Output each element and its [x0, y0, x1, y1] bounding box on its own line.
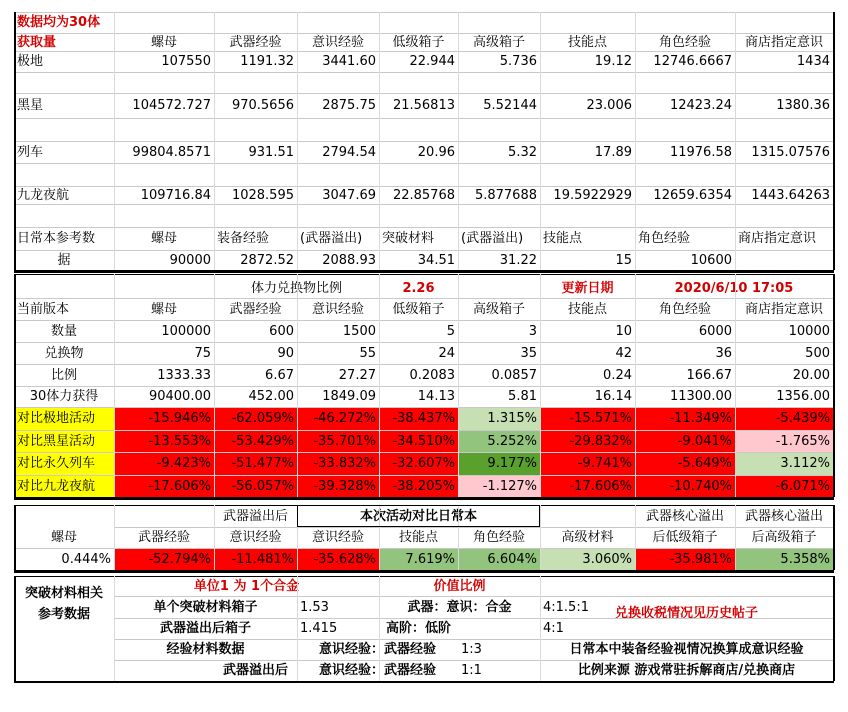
- percent-cell: -39.328%: [313, 478, 376, 494]
- column-header: 螺母: [50, 530, 77, 545]
- data-cell: 109716.84: [140, 187, 211, 203]
- gridline: [14, 72, 834, 73]
- gridline: [214, 505, 215, 570]
- gridline: [14, 430, 834, 431]
- percent-cell: -35.981%: [669, 551, 732, 567]
- percent-cell: 5.358%: [780, 551, 830, 567]
- gridline: [297, 274, 298, 497]
- gridline: [14, 505, 16, 570]
- gridline: [14, 452, 834, 453]
- gridline: [14, 342, 834, 343]
- data-cell: 5.32: [508, 144, 537, 160]
- data-cell: 5.877688: [474, 187, 537, 203]
- label: 经验材料数据: [166, 642, 245, 657]
- gridline: [14, 12, 834, 13]
- row-label: 列车: [17, 144, 44, 160]
- update-label: 更新日期: [561, 280, 614, 296]
- column-header: 技能点: [543, 231, 583, 246]
- column-header: (武器溢出): [461, 231, 524, 246]
- column-header: 后低级箱子: [652, 530, 718, 545]
- data-cell: 1356.00: [776, 389, 830, 404]
- data-cell: 17.89: [594, 144, 632, 160]
- section-title: 获取量: [17, 34, 57, 50]
- overflow-label: 武器溢出后: [222, 508, 288, 524]
- percent-cell: -9.741%: [577, 456, 632, 471]
- column-header: 高级材料: [561, 530, 614, 545]
- gridline: [14, 186, 834, 187]
- data-cell: 21.56813: [392, 98, 455, 113]
- gridline: [635, 505, 636, 570]
- column-header: 意识经验: [311, 301, 364, 317]
- data-cell: 10: [615, 323, 632, 339]
- data-cell: 90000: [169, 252, 211, 268]
- percent-cell: 3.060%: [582, 551, 632, 567]
- data-cell: 5.52144: [483, 98, 537, 113]
- gridline: [114, 660, 834, 661]
- column-header: 商店指定意识: [744, 34, 823, 50]
- gridline: [833, 505, 835, 570]
- overflow-label: 武器核心溢出: [744, 508, 823, 524]
- column-header: 意识经验: [229, 530, 282, 545]
- percent-cell: 6.604%: [487, 551, 537, 567]
- gridline: [14, 298, 834, 299]
- percent-cell: -52.794%: [148, 551, 211, 567]
- data-cell: 3047.69: [322, 187, 376, 203]
- value: 4:1: [543, 621, 564, 636]
- gridline: [14, 364, 834, 365]
- data-cell: 970.5656: [231, 98, 294, 113]
- gridline: [14, 386, 834, 387]
- percent-cell: -53.429%: [231, 433, 294, 449]
- row-label: 对比九龙夜航: [17, 478, 96, 494]
- column-header: (武器溢出): [300, 231, 363, 246]
- data-cell: 5.81: [508, 389, 537, 404]
- data-cell: 0.0857: [491, 367, 537, 383]
- gridline: [14, 250, 834, 251]
- gridline: [114, 527, 834, 528]
- column-header: 当前版本: [17, 301, 70, 317]
- row-label: 对比黑星活动: [17, 433, 96, 449]
- column-header: 角色经验: [638, 231, 691, 246]
- gridline: [14, 576, 16, 681]
- percent-cell: -35.701%: [313, 433, 376, 449]
- data-cell: 5.736: [499, 54, 537, 69]
- gridline: [14, 570, 834, 573]
- percent-cell: -17.606%: [569, 478, 632, 494]
- column-header: 武器经验: [229, 301, 282, 317]
- gridline: [214, 12, 215, 270]
- unit-note: 单位1 为 1个合金: [193, 578, 300, 594]
- percent-cell: -35.628%: [313, 551, 376, 567]
- column-header: 螺母: [150, 34, 177, 50]
- data-cell: [735, 250, 833, 270]
- gridline: [458, 12, 459, 270]
- compare-title-box: [297, 505, 540, 527]
- column-header: 高级箱子: [472, 301, 525, 317]
- data-cell: 452.00: [248, 389, 294, 404]
- data-cell: 55: [359, 345, 376, 361]
- gridline: [833, 576, 835, 681]
- value: 4:1.5:1: [543, 599, 589, 615]
- gridline: [735, 274, 736, 497]
- data-cell: 104572.727: [132, 98, 211, 113]
- gridline: [14, 274, 834, 275]
- data-cell: 2794.54: [322, 144, 376, 160]
- data-cell: 12423.24: [669, 98, 732, 113]
- data-cell: 1443.64263: [751, 187, 830, 203]
- data-cell: 6.67: [265, 367, 294, 383]
- section-title: 突破材料相关: [24, 586, 103, 601]
- data-cell: 1500: [342, 323, 376, 339]
- column-header: 角色经验: [658, 301, 711, 317]
- percent-cell: -51.477%: [231, 456, 294, 471]
- gridline: [14, 497, 834, 500]
- percent-cell: -38.437%: [392, 411, 455, 426]
- row-label: 极地: [17, 54, 44, 69]
- row-label: 兑换物: [44, 345, 84, 361]
- gridline: [114, 12, 115, 270]
- data-cell: 0.2083: [409, 367, 455, 383]
- column-header: 角色经验: [472, 530, 525, 545]
- percent-cell: -17.606%: [148, 478, 211, 494]
- compare-title: 本次活动对比日常本: [359, 508, 477, 524]
- data-cell: 10000: [788, 323, 830, 339]
- column-header: 意识经验: [311, 530, 364, 545]
- label: 高阶：低阶: [385, 621, 451, 636]
- data-cell: 22.85768: [392, 187, 455, 203]
- data-cell: 1849.09: [322, 389, 376, 404]
- gridline: [114, 639, 834, 640]
- data-cell: 12746.6667: [653, 54, 732, 69]
- gridline: [14, 118, 834, 119]
- row-label: 数量: [50, 323, 77, 339]
- row-label: 黑星: [17, 98, 44, 113]
- percent-cell: -15.571%: [569, 411, 632, 426]
- gridline: [14, 141, 834, 142]
- data-cell: 34.51: [417, 252, 455, 268]
- data-cell: 27.27: [338, 367, 376, 383]
- row-label: 日常本参考数: [17, 231, 96, 246]
- percent-cell: -11.481%: [231, 551, 294, 567]
- gridline: [635, 274, 636, 497]
- percent-cell: -56.057%: [231, 478, 294, 494]
- label: 意识经验：武器经验: [318, 663, 436, 678]
- label: 意识经验：武器经验: [318, 642, 436, 657]
- data-cell: 10600: [690, 252, 732, 268]
- data-cell: 15: [615, 252, 632, 268]
- gridline: [14, 227, 834, 228]
- gridline: [114, 576, 115, 681]
- label: 武器溢出后箱子: [159, 621, 251, 636]
- history-note: 兑换收税情况见历史帖子: [614, 605, 758, 621]
- data-cell: 107550: [161, 54, 211, 69]
- value: 1:1: [461, 663, 482, 678]
- percent-cell: 5.252%: [487, 433, 537, 449]
- value: 1.415: [300, 621, 338, 636]
- gridline: [14, 576, 834, 577]
- row-label: 九龙夜航: [17, 187, 70, 203]
- gridline: [14, 51, 834, 52]
- column-header: 技能点: [398, 530, 438, 545]
- percent-cell: -6.071%: [775, 478, 830, 494]
- value-ratio-title: 价值比例: [433, 578, 486, 594]
- row-label: 对比极地活动: [17, 411, 96, 426]
- gridline: [14, 681, 834, 683]
- label: 武器溢出后: [222, 663, 288, 678]
- data-cell: 16.14: [594, 389, 632, 404]
- gridline: [114, 274, 115, 497]
- data-cell: 12659.6354: [653, 187, 732, 203]
- data-cell: 36: [715, 345, 732, 361]
- gridline: [833, 12, 835, 270]
- data-cell: 100000: [161, 323, 211, 339]
- data-cell: 20.96: [417, 144, 455, 160]
- data-cell: 1191.32: [240, 54, 294, 69]
- percent-cell: -1.765%: [775, 433, 830, 449]
- gridline: [114, 618, 834, 619]
- data-cell: 600: [269, 323, 294, 339]
- data-cell: 23.006: [586, 98, 632, 113]
- gridline: [14, 270, 834, 273]
- data-cell: 90400.00: [148, 389, 211, 404]
- percent-cell: 7.619%: [405, 551, 455, 567]
- data-cell: 11976.58: [669, 144, 732, 160]
- percent-cell: -5.439%: [775, 411, 830, 426]
- section-title: 数据均为30体: [17, 15, 101, 30]
- gridline: [379, 576, 380, 681]
- percent-cell: -34.510%: [392, 433, 455, 449]
- data-cell: 1028.595: [231, 187, 294, 203]
- percent-cell: -9.423%: [156, 456, 211, 471]
- data-cell: 6000: [698, 323, 732, 339]
- gridline: [114, 596, 834, 597]
- row-label: 对比永久列车: [17, 456, 96, 471]
- row-label: 据: [57, 252, 71, 268]
- data-cell: 1315.07576: [751, 144, 830, 160]
- overflow-label: 武器核心溢出: [645, 508, 724, 524]
- data-cell: 42: [615, 345, 632, 361]
- data-cell: 1380.36: [776, 98, 830, 113]
- gridline: [114, 505, 115, 570]
- data-cell: 22.944: [409, 54, 455, 69]
- gridline: [635, 12, 636, 270]
- column-header: 技能点: [567, 34, 607, 50]
- percent-cell: 1.315%: [487, 411, 537, 426]
- data-cell: 931.51: [248, 144, 294, 160]
- label: 单个突破材料箱子: [153, 599, 258, 615]
- label: 武器：意识：合金: [407, 599, 512, 615]
- data-cell: 11300.00: [669, 389, 732, 404]
- gridline: [14, 407, 834, 408]
- percent-cell: -10.740%: [669, 478, 732, 494]
- exchange-title: 体力兑换物比例: [250, 280, 342, 296]
- percent-cell: -9.041%: [677, 433, 732, 449]
- percent-cell: 0.444%: [61, 551, 111, 567]
- gridline: [540, 274, 541, 497]
- gridline: [14, 33, 834, 34]
- percent-cell: -46.272%: [313, 411, 376, 426]
- column-header: 角色经验: [658, 34, 711, 50]
- gridline: [540, 505, 541, 570]
- percent-cell: -13.553%: [148, 433, 211, 449]
- column-header: 意识经验: [311, 34, 364, 50]
- data-cell: 1333.33: [157, 367, 211, 383]
- update-date: 2020/6/10 17:05: [674, 280, 794, 296]
- data-cell: 5: [446, 323, 455, 339]
- data-cell: 35: [520, 345, 537, 361]
- data-cell: 20.00: [792, 367, 830, 383]
- data-cell: 90: [277, 345, 294, 361]
- gridline: [379, 274, 380, 497]
- data-cell: 500: [805, 345, 830, 361]
- gridline: [540, 576, 541, 681]
- gridline: [214, 274, 215, 497]
- gridline: [833, 274, 835, 497]
- column-header: 武器经验: [137, 530, 190, 545]
- data-cell: 14.13: [417, 389, 455, 404]
- data-cell: 75: [194, 345, 211, 361]
- column-header: 商店指定意识: [744, 301, 823, 317]
- percent-cell: -11.349%: [669, 411, 732, 426]
- data-cell: 31.22: [499, 252, 537, 268]
- data-cell: 1434: [796, 54, 830, 69]
- percent-cell: -29.832%: [569, 433, 632, 449]
- percent-cell: -33.832%: [313, 456, 376, 471]
- gridline: [735, 12, 736, 270]
- percent-cell: -32.607%: [392, 456, 455, 471]
- data-cell: 166.67: [686, 367, 732, 383]
- gridline: [297, 576, 298, 681]
- column-header: 武器经验: [229, 34, 282, 50]
- column-header: 螺母: [150, 231, 177, 246]
- value: 1:3: [461, 642, 482, 657]
- section-title: 参考数据: [37, 607, 90, 622]
- gridline: [14, 548, 834, 549]
- gridline: [14, 204, 834, 205]
- data-cell: 2088.93: [322, 252, 376, 268]
- gridline: [14, 320, 834, 321]
- value: 1.53: [300, 599, 329, 615]
- column-header: 螺母: [150, 301, 177, 317]
- data-cell: 3: [528, 323, 537, 339]
- column-header: 技能点: [567, 301, 607, 317]
- data-cell: 3441.60: [322, 54, 376, 69]
- column-header: 后高级箱子: [751, 530, 817, 545]
- percent-cell: -1.127%: [482, 478, 537, 494]
- gridline: [14, 274, 16, 497]
- column-header: 装备经验: [217, 231, 270, 246]
- column-header: 突破材料: [382, 231, 435, 246]
- data-cell: 24: [438, 345, 455, 361]
- note: 比例来源 游戏常驻拆解商店/兑换商店: [577, 663, 796, 678]
- column-header: 低级箱子: [392, 301, 445, 317]
- data-cell: 2872.52: [240, 252, 294, 268]
- gridline: [379, 12, 380, 270]
- percent-cell: -62.059%: [231, 411, 294, 426]
- gridline: [297, 12, 298, 270]
- data-cell: 2875.75: [322, 98, 376, 113]
- percent-cell: -5.649%: [677, 456, 732, 471]
- percent-cell: 3.112%: [780, 456, 830, 471]
- gridline: [735, 505, 736, 570]
- gridline: [14, 93, 834, 94]
- column-header: 高级箱子: [472, 34, 525, 50]
- data-cell: 0.24: [603, 367, 632, 383]
- row-label: 比例: [50, 367, 77, 383]
- gridline: [14, 475, 834, 476]
- note: 日常本中装备经验视情况换算成意识经验: [569, 642, 804, 657]
- column-header: 商店指定意识: [738, 231, 817, 246]
- gridline: [14, 163, 834, 164]
- gridline: [540, 12, 541, 270]
- exchange-ratio: 2.26: [402, 280, 435, 296]
- data-cell: 19.5922929: [553, 187, 632, 203]
- gridline: [458, 274, 459, 497]
- data-cell: 99804.8571: [132, 144, 211, 160]
- column-header: 低级箱子: [392, 34, 445, 50]
- percent-cell: 9.177%: [487, 456, 537, 471]
- gridline: [14, 12, 16, 270]
- data-cell: 19.12: [594, 54, 632, 69]
- row-label: 30体力获得: [29, 389, 99, 404]
- percent-cell: -15.946%: [148, 411, 211, 426]
- percent-cell: -38.205%: [392, 478, 455, 494]
